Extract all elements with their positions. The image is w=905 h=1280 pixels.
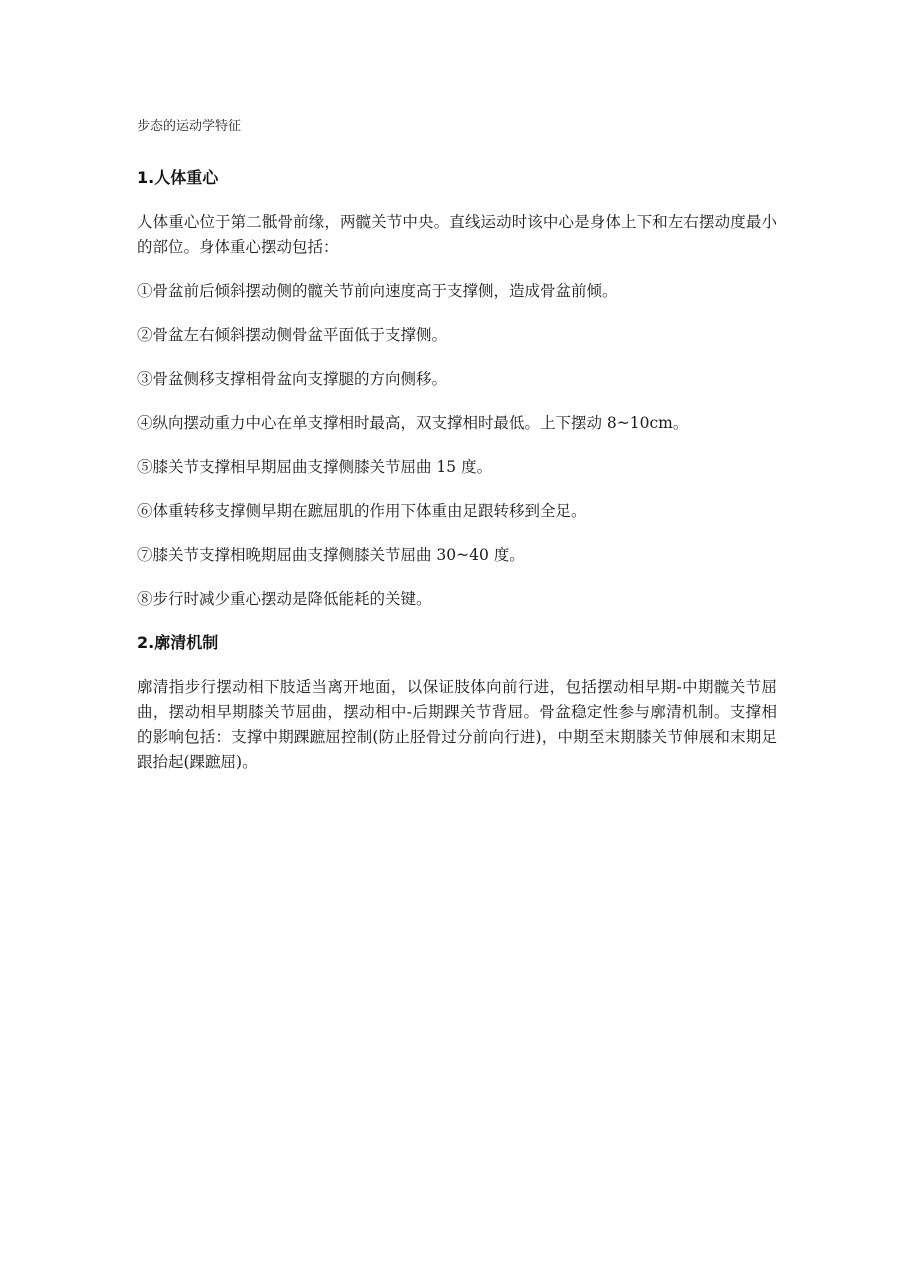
- list-item: ③骨盆侧移支撑相骨盆向支撑腿的方向侧移。: [137, 370, 448, 388]
- list-item: ⑥体重转移支撑侧早期在蹠屈肌的作用下体重由足跟转移到全足。: [137, 502, 587, 520]
- section2-body-paragraph: 廓清指步行摆动相下肢适当离开地面，以保证肢体向前行进，包括摆动相早期-中期髋关节屈曲，摆动相早期膝关节屈曲，摆动相中-后期踝关节背屈。骨盆稳定性参与廓清机制。支撑相的影响包括：支撑中期踝蹠屈控制(防止胫骨过分前向行进)，中期至末期膝关节伸展和末期足跟抬起(踝蹠屈)。: [137, 678, 777, 771]
- center-of-gravity-list: [137, 279, 777, 612]
- section-heading-center-of-gravity: 1.人体重心: [137, 168, 219, 187]
- document-title: 步态的运动学特征: [137, 119, 242, 134]
- list-item: ②骨盆左右倾斜摆动侧骨盆平面低于支撑侧。: [137, 326, 448, 344]
- list-item: ⑦膝关节支撑相晚期屈曲支撑侧膝关节屈曲 30~40 度。: [137, 546, 525, 564]
- section1-intro-paragraph: 人体重心位于第二骶骨前缘，两髋关节中央。直线运动时该中心是身体上下和左右摆动度最小的部位。身体重心摆动包括：: [137, 213, 777, 256]
- list-item: ①骨盆前后倾斜摆动侧的髋关节前向速度高于支撑侧，造成骨盆前倾。: [137, 282, 618, 300]
- list-item: ⑤膝关节支撑相早期屈曲支撑侧膝关节屈曲 15 度。: [137, 458, 493, 476]
- list-item: ④纵向摆动重力中心在单支撑相时最高，双支撑相时最低。上下摆动 8~10cm。: [137, 414, 689, 432]
- section-heading-clearance-mechanism: 2.廓清机制: [137, 633, 219, 652]
- document-page: [137, 116, 777, 794]
- list-item: ⑧步行时减少重心摆动是降低能耗的关键。: [137, 590, 432, 608]
